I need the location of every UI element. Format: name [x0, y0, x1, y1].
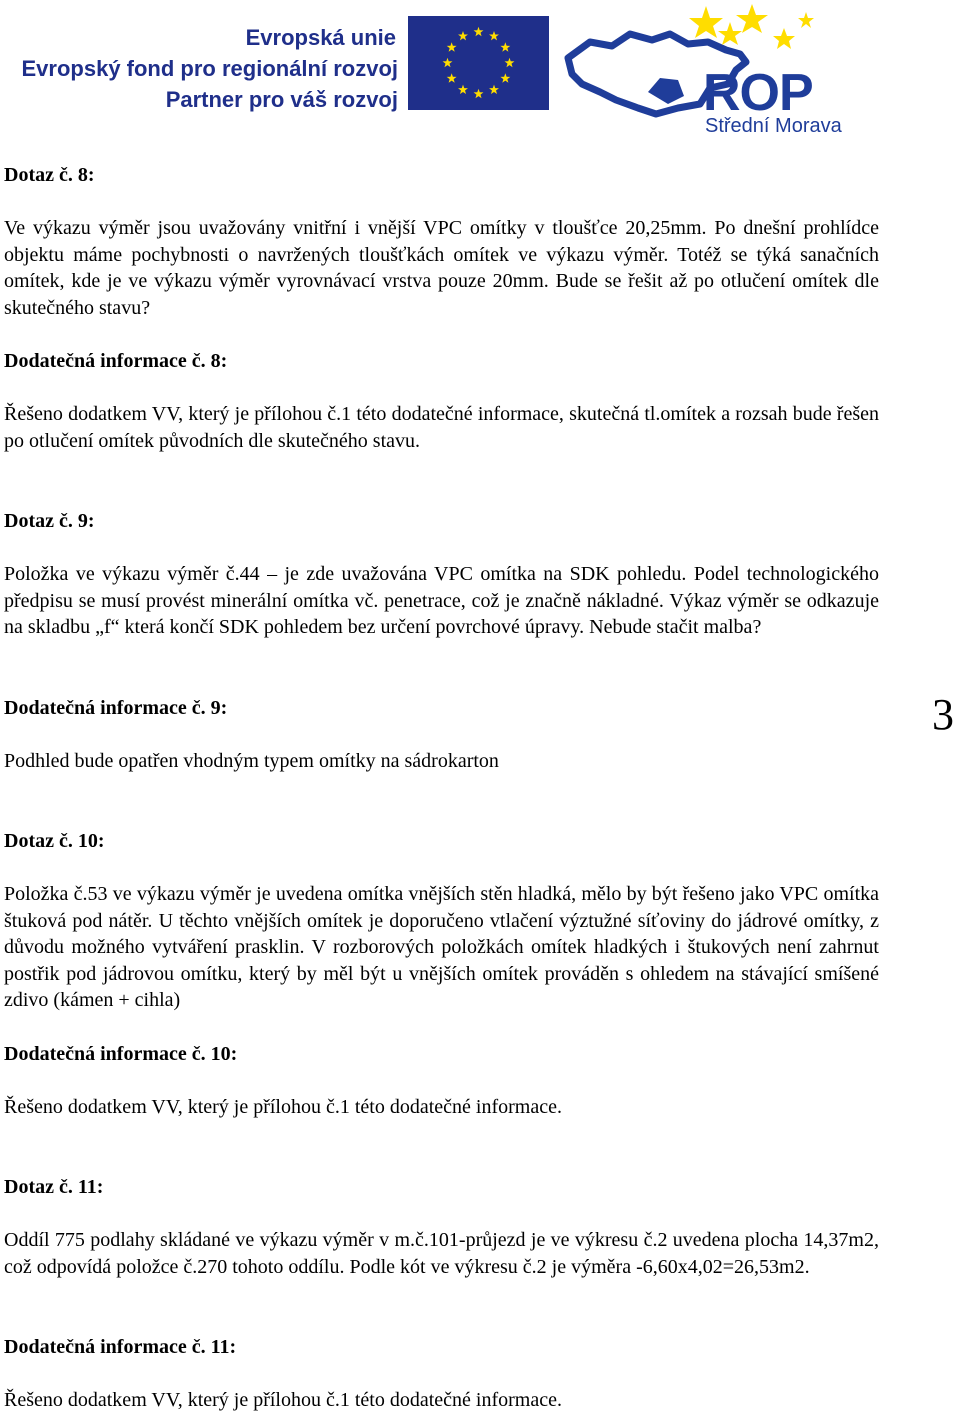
- rop-title: ROP: [703, 64, 813, 122]
- answer-11-heading: Dodatečná informace č. 11:: [4, 1336, 237, 1358]
- answer-8-heading: Dodatečná informace č. 8:: [4, 350, 228, 372]
- page-number: 3: [932, 690, 954, 739]
- answer-10-text: Řešeno dodatkem VV, který je přílohou č.1 této dodatečné informace.: [4, 1096, 562, 1118]
- eu-line-1: Evropská unie: [245, 25, 396, 50]
- question-10-text: Položka č.53 ve výkazu výměr je uvedena omítka vnějších stěn hladká, mělo by být řešeno jako VPC omítka štuková pod nátěr. U těchto vnějších omítek je doporučeno vtlačení výztužné síťoviny do jádrové omítky, z důvodu možného vytváření prasklin. V rozborových položkách omítek hladkých i štukových není zahrnut postřik pod jádrovou omítku, který by měl být u vnějších omítek prováděn s ohledem na stávající smíšené zdivo (kámen + cihla): [4, 883, 879, 1012]
- answer-9-heading: Dodatečná informace č. 9:: [4, 697, 228, 719]
- answer-8-text: Řešeno dodatkem VV, který je přílohou č.1 této dodatečné informace, skutečná tl.omítek a rozsah bude řešen po otlučení omítek původních dle skutečného stavu.: [4, 403, 879, 452]
- eu-line-2: Evropský fond pro regionální rozvoj: [21, 56, 398, 81]
- question-9-heading: Dotaz č. 9:: [4, 510, 95, 532]
- answer-11-text: Řešeno dodatkem VV, který je přílohou č.1 této dodatečné informace.: [4, 1389, 562, 1411]
- question-10-heading: Dotaz č. 10:: [4, 830, 105, 852]
- eu-flag-icon: [408, 16, 549, 110]
- answer-10-heading: Dodatečná informace č. 10:: [4, 1043, 238, 1065]
- eu-line-3: Partner pro váš rozvoj: [165, 87, 398, 112]
- eu-logo-text: [10, 22, 398, 115]
- question-11-text: Oddíl 775 podlahy skládané ve výkazu výměr v m.č.101-průjezd je ve výkresu č.2 uvedena plocha 14,37m2, což odpovídá položce č.270 tohoto oddílu. Podle kót ve výkresu č.2 je výměra -6,60x4,02=26,53m2.: [4, 1229, 879, 1278]
- question-11-heading: Dotaz č. 11:: [4, 1176, 104, 1198]
- question-9-text: Položka ve výkazu výměr č.44 – je zde uvažována VPC omítka na SDK pohledu. Podel technologického předpisu se musí provést minerální omítka vč. penetrace, což je značně nákladné. Výkaz výměr se odkazuje na skladbu „f“ která končí SDK pohledem bez určení povrchové úpravy. Nebude stačit malba?: [4, 563, 879, 639]
- question-8-heading: Dotaz č. 8:: [4, 164, 95, 186]
- question-8-text: Ve výkazu výměr jsou uvažovány vnitřní i vnější VPC omítky v tloušťce 20,25mm. Po dnešní prohlídce objektu máme pochybnosti o navržených tloušťkách omítek ve výkazu výměr. Totéž se týká sanačních omítek, kde je ve výkazu výměr vyrovnávací vrstva pouze 20mm. Bude se řešit až po otlučení omítek dle skutečného stavu?: [4, 217, 879, 319]
- rop-subtitle: Střední Morava: [705, 115, 842, 137]
- answer-9-text: Podhled bude opatřen vhodným typem omítky na sádrokarton: [4, 750, 499, 772]
- page-header: [0, 0, 960, 145]
